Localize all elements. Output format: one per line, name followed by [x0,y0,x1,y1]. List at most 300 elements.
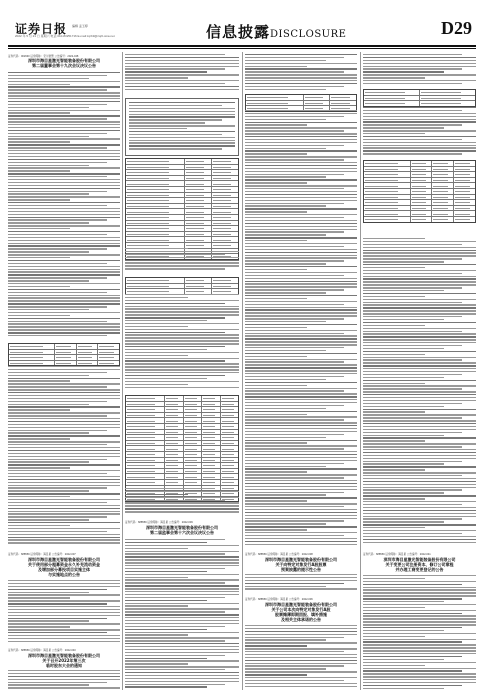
text-line [245,139,357,140]
text-line [363,284,476,285]
text-line [245,494,326,495]
text-line [245,668,326,669]
text-line [8,147,107,148]
text-line [8,141,70,142]
text-line [363,287,462,288]
table-cell [126,441,165,446]
text-line [8,89,107,90]
text-line [363,452,476,453]
table-cell [165,446,183,451]
text-line [363,426,476,427]
text-line [125,66,239,67]
text-line [245,122,357,123]
text-line [245,680,344,681]
text-line [125,375,225,376]
text-line [245,344,357,345]
text-line [8,156,120,157]
text-line [363,484,476,485]
text-line [245,425,357,426]
text-line [8,138,120,139]
article-body [363,575,476,691]
table-cell [165,418,183,423]
text-line [125,556,239,557]
text-line [363,685,462,686]
table-cell [411,172,433,177]
table-cell [126,170,185,175]
table-cell [411,161,433,166]
table-cell [221,480,238,485]
text-line [245,477,344,478]
text-line [8,121,120,122]
text-line [125,623,239,624]
text-line [129,148,222,149]
table-cell [454,189,475,194]
text-line [8,375,89,376]
text-line [363,682,476,683]
text-line [363,489,462,490]
table-cell [202,435,220,440]
text-line [363,357,476,358]
text-line [363,420,476,421]
text-line [8,248,107,249]
text-line [8,202,120,203]
table-cell [432,211,454,216]
text-line [363,610,476,611]
text-line [363,409,476,410]
text-line [245,188,344,189]
table-cell [126,165,185,170]
text-line [8,170,70,171]
text-line [363,310,476,311]
table-cell [364,101,420,106]
text-line [245,674,307,675]
table-cell [432,183,454,188]
text-line [363,432,462,433]
text-line [125,637,239,638]
text-line [245,529,307,530]
table-cell [126,181,185,186]
text-line [8,580,120,581]
text-line [8,606,120,607]
text-line [245,318,344,319]
table-cell [221,396,238,401]
text-line [8,447,120,448]
text-line [363,495,476,496]
text-line [8,473,107,474]
text-line [245,654,357,655]
text-line [363,377,444,378]
masthead-rule-thin [8,48,476,49]
table-cell [126,198,185,203]
table-cell [364,189,411,194]
text-line [245,260,344,261]
text-line [8,72,120,73]
table-cell [184,418,202,423]
text-line [363,383,425,384]
text-line [363,630,444,631]
text-line [125,320,207,321]
text-line [245,657,357,658]
text-line [8,615,120,616]
article-body [8,72,120,340]
text-line [8,179,120,180]
table-cell [126,424,165,429]
table-cell [212,278,238,283]
text-line [245,208,357,209]
masthead-date-contact: 2022 年 5 月 21 日 星期六 电话 010-83251716 E-mail:zqrb9@zqrb.sina.net [15,34,115,38]
text-line [125,303,225,304]
text-line [8,289,120,290]
text-line [129,119,222,120]
text-line [363,437,476,438]
text-line [245,463,344,464]
text-line [363,244,462,245]
article-code: 证券代码：688559 证券简称：海目星 公告编号：2022-041 [363,553,431,556]
table-cell [246,95,304,100]
text-line [125,591,239,592]
text-line [245,512,357,513]
table-cell [185,284,212,289]
table-cell [126,204,185,209]
text-line [8,467,70,468]
text-line [245,194,357,195]
table-cell [185,165,212,170]
text-line [245,518,357,519]
article-company: 深圳市海目星激光智能装备股份有限公司 [28,557,100,562]
text-line [8,309,89,310]
text-line [245,231,344,232]
table-cell [304,101,331,106]
text-line [8,378,120,379]
table-cell [202,402,220,407]
text-line [8,303,120,304]
table-cell [77,355,99,360]
text-line [363,524,476,525]
table-cell [411,206,433,211]
text-line [245,515,357,516]
text-line [245,341,357,342]
table-cell [55,350,77,355]
text-line [8,280,89,281]
table-cell [126,193,185,198]
table-cell [77,344,99,349]
text-line [8,269,120,270]
text-line [245,266,357,267]
text-line [125,553,225,554]
text-line [363,587,476,588]
table-cell [221,424,238,429]
article-body [125,488,239,516]
text-line [363,316,462,317]
text-line [245,350,326,351]
article-body [125,539,239,691]
article-heading [363,557,476,572]
text-line [125,579,239,580]
article-body [125,248,239,274]
table-cell [420,96,475,101]
text-line [245,119,326,120]
text-line [363,406,444,407]
text-line [245,333,344,334]
table-cell [454,217,475,222]
text-line [363,417,462,418]
text-line [125,60,239,61]
text-line [8,511,120,512]
text-line [363,247,476,248]
text-line [125,381,239,382]
article-body [125,294,239,392]
table-cell [454,178,475,183]
text-line [363,150,476,151]
text-line [125,669,225,670]
text-line [125,548,188,549]
text-line [245,249,357,250]
text-line [363,527,425,528]
text-line [363,110,462,111]
text-line [125,617,239,618]
text-line [8,112,70,113]
text-line [363,385,476,386]
text-line [8,95,120,96]
text-line [125,597,225,598]
text-line [245,532,357,533]
masthead-rule [8,45,476,47]
table-cell [126,209,185,214]
text-line [8,318,120,319]
text-line [245,150,357,151]
text-line [363,57,476,58]
text-line [125,355,188,356]
text-line [125,332,225,333]
text-line [8,306,107,307]
table-cell [185,198,212,203]
table-cell [165,413,183,418]
text-line [363,518,462,519]
text-line [8,679,120,680]
table-row [9,361,119,366]
text-line [363,653,476,654]
text-line [125,663,188,664]
text-line [363,536,476,537]
text-line [363,302,462,303]
table-cell [420,101,475,106]
text-line [245,625,357,626]
text-line [245,86,344,87]
text-line [129,116,235,117]
text-line [245,526,357,527]
table-cell [212,209,238,214]
table-cell [221,441,238,446]
text-line [245,162,357,163]
text-line [8,404,89,405]
table-cell [411,189,433,194]
table-cell [165,458,183,463]
text-line [8,165,89,166]
text-line [8,292,107,293]
article-body [363,107,476,157]
column-4 [363,52,476,690]
table-cell [212,284,238,289]
text-line [125,571,207,572]
text-line [245,321,326,322]
table-cell [165,469,183,474]
text-line [8,409,70,410]
text-line [363,107,476,108]
text-line [363,388,462,389]
text-line [245,301,357,302]
table-cell [9,355,55,360]
text-line [125,588,239,589]
table-cell [185,232,212,237]
text-line [8,231,120,232]
text-line [245,399,357,400]
text-line [125,372,239,373]
text-line [125,551,239,552]
text-line [8,444,107,445]
text-line [125,268,225,269]
text-line [8,482,120,483]
text-line [363,688,444,689]
table-cell [165,463,183,468]
table-cell [126,430,165,435]
text-line [8,243,120,244]
text-line [8,167,120,168]
table-cell [126,159,185,164]
text-line [8,130,120,131]
text-line [363,443,476,444]
table-cell [364,200,411,205]
column-divider [360,52,361,690]
text-line [245,637,344,638]
text-line [125,488,207,489]
text-line [363,501,476,502]
table-cell [202,452,220,457]
table-cell [184,435,202,440]
table-cell [185,278,212,283]
column-divider [122,52,123,690]
text-line [245,203,344,204]
text-line [363,124,462,125]
text-line [8,321,107,322]
text-line [8,211,120,212]
text-line [125,603,239,604]
table-cell [212,181,238,186]
text-line [8,257,70,258]
table-cell [202,463,220,468]
text-line [125,262,239,263]
text-line [363,252,476,253]
text-line [8,217,120,218]
table-cell [184,463,202,468]
text-line [363,615,476,616]
text-line [363,267,425,268]
text-line [245,460,357,461]
text-line [363,238,425,239]
text-line [8,98,120,99]
table-cell [77,361,99,366]
text-line [245,367,357,368]
text-line [363,119,476,120]
text-line [363,328,476,329]
text-line [245,454,357,455]
text-line [245,171,357,172]
text-line [363,333,476,334]
text-line [8,266,120,267]
text-line [245,211,307,212]
text-line [363,147,476,148]
text-line [8,493,120,494]
text-line [125,649,239,650]
text-line [125,675,239,676]
table-cell [411,217,433,222]
newspaper-logo: 证券日报 [15,22,68,36]
table-cell [212,159,238,164]
text-line [245,185,357,186]
table-cell [184,441,202,446]
text-line [363,261,444,262]
table-cell [212,198,238,203]
text-line [125,562,239,563]
text-line [8,395,120,396]
text-line [363,290,444,291]
table-cell [184,480,202,485]
text-line [8,586,120,587]
text-line [8,84,70,85]
table-cell [202,407,220,412]
text-line [363,354,425,355]
text-line [129,145,235,146]
text-line [245,77,357,78]
table-cell [55,361,77,366]
text-line [245,312,357,313]
text-line [363,359,462,360]
article-body [8,366,120,548]
table-cell [185,159,212,164]
article-body [125,54,239,94]
text-line [363,636,425,637]
column-3 [245,52,357,690]
text-line [245,142,357,143]
text-line [125,317,225,318]
text-line [8,219,107,220]
table-cell [184,413,202,418]
text-line [8,329,120,330]
table-cell [184,396,202,401]
text-line [245,642,357,643]
text-line [363,659,444,660]
text-line [129,111,235,112]
text-line [363,241,476,242]
table-cell [364,172,411,177]
table-cell [454,161,475,166]
text-line [125,74,239,75]
text-line [8,124,120,125]
text-line [245,89,326,90]
text-line [245,234,326,235]
article-title-line: 关于向特定对象发行A股股票 [275,562,327,567]
text-line [363,461,462,462]
text-line [363,293,476,294]
text-line [8,406,120,407]
table-cell [432,217,454,222]
text-line [245,80,357,81]
article-title-line: 与实施地点的公告 [48,572,80,577]
table-cell [454,183,475,188]
text-line [8,188,120,189]
text-line [8,499,120,500]
text-line [125,314,239,315]
table-cell [126,278,185,283]
